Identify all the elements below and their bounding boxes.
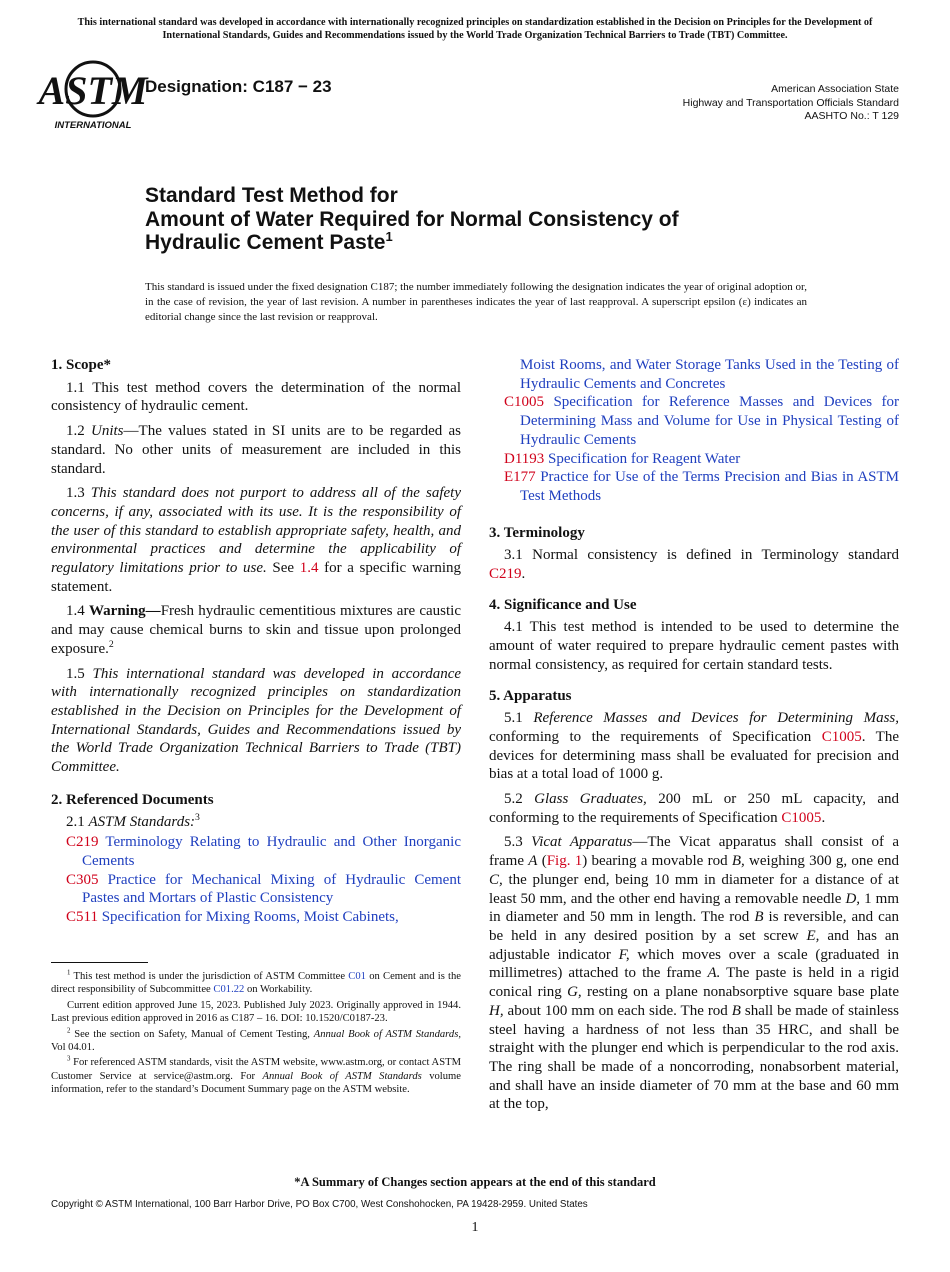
ref-c511[interactable]: C511 Specification for Mixing Rooms, Moist Cabinets, (66, 908, 399, 925)
link-c1005-a[interactable]: C1005 (821, 728, 862, 745)
footnote-ref-3[interactable]: 3 (195, 812, 200, 824)
link-c219[interactable]: C219 (489, 566, 522, 583)
link-c1005-b[interactable]: C1005 (781, 809, 822, 826)
para-5-2: 5.2 Glass Graduates, 200 mL or 250 mL capacity, and conforming to the requirements of Specification C1005. (489, 791, 900, 826)
page-title (145, 184, 679, 255)
section-3-heading: 3. Terminology (489, 524, 585, 541)
para-1-3: 1.3 This standard does not purport to address all of the safety concerns, if any, associated with its use. It is the responsibility of the user of this standard to establish appropriate safety, health, and environmental practices and determine the applicability of regulatory limitations prior to use. See 1.4 for a specific warning statement. (51, 485, 461, 595)
title-line-3: Hydraulic Cement Paste (145, 231, 386, 254)
right-column (489, 356, 899, 1120)
link-c01-22[interactable]: C01.22 (213, 984, 245, 996)
ref-c219[interactable]: C219 Terminology Relating to Hydraulic and Other Inorganic Cements (66, 834, 461, 869)
ref-c511-continued[interactable]: Moist Rooms, and Water Storage Tanks Used in the Testing of Hydraulic Cements and Concretes (520, 357, 899, 392)
aashto-line-3: AASHTO No.: T 129 (804, 110, 899, 122)
designation: Designation: C187 − 23 (145, 77, 332, 96)
section-2-heading: 2. Referenced Documents (51, 791, 214, 808)
para-3-1: 3.1 Normal consistency is defined in Terminology standard C219. (489, 547, 899, 583)
link-fig-1[interactable]: Fig. 1 (546, 853, 583, 870)
aashto-block (683, 83, 899, 124)
section-5-heading: 5. Apparatus (489, 687, 572, 704)
footnote-2: $^2$ See the section on Safety, Manual of Cement Testing, Annual Book of ASTM Standards, Vol 04.01. (51, 1027, 461, 1054)
footnote-ref-2[interactable]: 2 (108, 638, 114, 650)
title-footnote-ref[interactable]: 1 (385, 229, 393, 244)
para-1-5: 1.5 This international standard was developed in accordance with internationally recognized principles on standardization established in the Decision on Principles for the Development of International Standards, Guides and Recommendations issued by the World Trade Organization Technical Barriers to Trade (TBT) Committee. (51, 665, 462, 776)
para-5-1: 5.1 Reference Masses and Devices for Determining Mass, conforming to the requirements of Specification C1005. The devices for determining mass shall be evaluated for precision and bias at a total load of 1000 g. (489, 710, 900, 783)
para-4-1: 4.1 This test method is intended to be used to determine the amount of water required to prepare hydraulic cement pastes with normal consistency, as required for certain standard tests. (489, 619, 899, 673)
para-5-3: 5.3 Vicat Apparatus—The Vicat apparatus shall consist of a frame A (Fig. 1) bearing a movable rod B, weighing 300 g, one end C, the plunger end, being 10 mm in diameter for a distance of at least 50 mm, and the other end having a removable needle D, 1 mm in diameter and 50 mm in length. The rod B is reversible, and can be held in any desired position by a set screw E, and has an adjustable indicator F, which moves over a scale (graduated in millimetres) attached to the frame A. The paste is held in a rigid conical ring G, resting on a plane nonabsorptive square base plate H, about 100 mm on each side. The rod B shall be made of stainless steel having a hardness of not less than 35 HRC, and shall be straight with the plunger end which is perpendicular to the rod axis. The ring shall be made of a noncorroding, nonabsorbent material, and shall have an inside diameter of 70 mm at the base and 60 mm at the top, (489, 834, 900, 1113)
title-line-1: Standard Test Method for (145, 184, 398, 207)
page-number: 1 (471, 1220, 479, 1235)
ref-c305[interactable]: C305 Practice for Mechanical Mixing of Hydraulic Cement Pastes and Mortars of Plastic Consistency (66, 871, 461, 907)
link-1-4[interactable]: 1.4 (299, 560, 319, 577)
aashto-line-1: American Association State (771, 83, 899, 95)
logo-caption: INTERNATIONAL (54, 120, 132, 131)
link-c01[interactable]: C01 (348, 971, 366, 982)
para-2-1: 2.1 ASTM Standards:$^3$ (66, 812, 200, 831)
title-line-2: Amount of Water Required for Normal Consistency of (145, 207, 679, 231)
para-1-4: 1.4 Warning—Fresh hydraulic cementitious mixtures are caustic and may cause chemical burns to skin and tissue upon prolonged exposure.$^2$ (51, 603, 461, 657)
logo-letters: ASTM (38, 68, 148, 113)
footnotes (51, 970, 461, 1099)
footnote-rule (51, 962, 148, 963)
copyright: Copyright © ASTM International, 100 Barr Harbor Drive, PO Box C700, West Conshohocken, PA 19428-2959. United States (51, 1199, 588, 1210)
para-1-1: 1.1 This test method covers the determination of the normal consistency of hydraulic cement. (51, 379, 461, 415)
footnote-3: $^3$ For referenced ASTM standards, visit the ASTM website, www.astm.org, or contact ASTM Customer Service at service@astm.org. For Annual Book of ASTM Standards volume information, refer to the standard’s Document Summary page on the ASTM website. (51, 1055, 461, 1096)
issued-note: This standard is issued under the fixed designation C187; the number immediately following the designation indicates the year of original adoption or, in the case of revision, the year of last revision. A number in parentheses indicates the year of last reapproval. A superscript epsilon (ε) indicates an editorial change since the last revision or reapproval. (145, 281, 807, 323)
aashto-line-2: Highway and Transportation Officials Standard (682, 96, 899, 109)
section-4-heading: 4. Significance and Use (489, 596, 637, 613)
ref-e177[interactable]: E177 Practice for Use of the Terms Precision and Bias in ASTM Test Methods (504, 469, 900, 504)
footnote-1: $^1$ This test method is under the jurisdiction of ASTM Committee C01 on Cement and is the direct responsibility of Subcommittee C01.22 on Workability. (51, 969, 461, 996)
astm-international-logo-icon (38, 56, 148, 132)
para-1-2: 1.2 Units—The values stated in SI units are to be regarded as standard. No other units of measurement are included in this standard. (51, 423, 462, 477)
section-1-heading: 1. Scope* (51, 357, 111, 373)
summary-of-changes-note: *A Summary of Changes section appears at the end of this standard (294, 1175, 656, 1189)
footnote-1-edition: Current edition approved June 15, 2023. Published July 2023. Originally approved in 1944. Last previous edition approved in 2016 as C187 – 16. DOI: 10.1520/C0187-23. (51, 999, 461, 1025)
tbt-notice: This international standard was developed in accordance with internationally recognized principles on standardization established in the Decision on Principles for the Development of International Standards, Guides and Recommendations issued by the World Trade Organization Technical Barriers to Trade (TBT) Committee. (77, 17, 873, 41)
left-column (51, 356, 461, 927)
ref-c1005[interactable]: C1005 Specification for Reference Masses and Devices for Determining Mass and Volume for Use in Physical Testing of Hydraulic Cements (504, 394, 899, 448)
ref-d1193[interactable]: D1193 Specification for Reagent Water (504, 450, 741, 467)
